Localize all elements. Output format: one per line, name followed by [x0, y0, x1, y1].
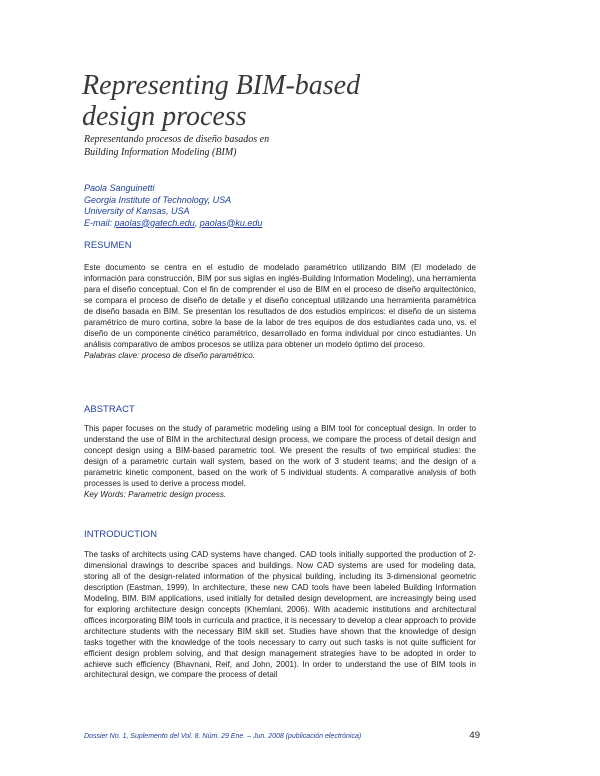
email-separator: , — [194, 217, 200, 228]
email-link-gatech[interactable]: paolas@gatech.edu — [114, 217, 195, 228]
abstract-body — [84, 424, 476, 501]
resumen-text: Este documento se centra en el estudio de modelado paramétrico utilizando BIM (El modelado de información para construcción, BIM por sus siglas en inglés-Building Information Modeling), una herramienta para el diseño conceptual. Con el fin de comprender el uso de BIM en el proceso de diseño arquitectónico, se compara el proceso de diseño de detalle y el diseño conceptual utilizando una herramienta paramétrica de diseño basada en BIM. Se presentan los resultados de dos estudios empíricos: el diseño de un sistema paramétrico de muro cortina, sobre la base de la labor de tres equipos de dos estudiantes cada uno, vs. el diseño de un componente cinético paramétrico, desarrollado en forma individual por cinco estudiantes. Un análisis comparativo de ambos procesos se utiliza para obtener un modelo óptimo del proceso. — [84, 263, 476, 349]
paper-subtitle — [84, 134, 444, 159]
abstract-keywords: Key Words: Parametric design process. — [84, 489, 227, 499]
introduction-heading: INTRODUCTION — [84, 528, 158, 539]
journal-footer: Dossier No. 1, Suplemento del Vol. 8. Núm. 29 Ene. – Jun. 2008 (publicación electrónica) — [84, 733, 362, 740]
author-affiliation-2: University of Kansas, USA — [84, 206, 190, 216]
introduction-body: The tasks of architects using CAD systems have changed. CAD tools initially supported the production of 2-dimensional drawings to describe spaces and buildings. Now CAD systems are used for modeling data, storing all of the design-related information of the physical building, including its 3-dimensional geometric description (Eastman, 1999). In architecture, these new CAD tools have been labeled Building Information Modeling, BIM. BIM applications, used initially for detailed design development, are increasingly being used for exploring architecture design concepts (Khemlani, 2006). With academic institutions and architectural offices incorporating BIM tools in curricula and practice, it is necessary to develop a clear approach to provide architecture students with the necessary BIM skill set. Studies have shown that the knowledge of design tasks together with the knowledge of the tools necessary to carry out such tasks is not quite sufficient for efficient design problem solving, and that design management strategies have to be adopted in order to achieve such efficiency (Bhavnani, Reif, and John, 2001). In order to understand the use of BIM tools in architectural design, we compare the process of detail — [84, 550, 476, 680]
email-label: E-mail: — [84, 217, 115, 228]
resumen-keywords: Palabras clave: proceso de diseño paramétrico. — [84, 350, 255, 360]
abstract-heading: ABSTRACT — [84, 403, 135, 414]
paper-title — [82, 70, 502, 132]
subtitle-line-2: Building Information Modeling (BIM) — [84, 146, 237, 158]
email-link-ku[interactable]: paolas@ku.edu — [199, 217, 263, 228]
abstract-text: This paper focuses on the study of parametric modeling using a BIM tool for conceptual design. In order to understand the use of BIM in the architectural design process, we compare the process of detail design and concept design using a BIM-based parametric tool. We present the results of two empirical studies: the design of a parametric curtain wall system, based on the work of 3 student teams; and the design of a parametric kinetic component, based on the work of 5 individual students. A comparative analysis of both processes is used to derive a process model. — [84, 424, 476, 488]
author-name: Paola Sanguinetti — [84, 183, 155, 193]
author-block — [84, 183, 444, 229]
resumen-heading: RESUMEN — [84, 239, 132, 250]
page-number: 49 — [469, 730, 480, 741]
resumen-body — [84, 263, 476, 362]
title-line-1: Representing BIM-based — [82, 70, 361, 101]
author-affiliation-1: Georgia Institute of Technology, USA — [84, 194, 232, 205]
title-line-2: design process — [82, 101, 247, 132]
subtitle-line-1: Representando procesos de diseño basados en — [84, 134, 270, 145]
